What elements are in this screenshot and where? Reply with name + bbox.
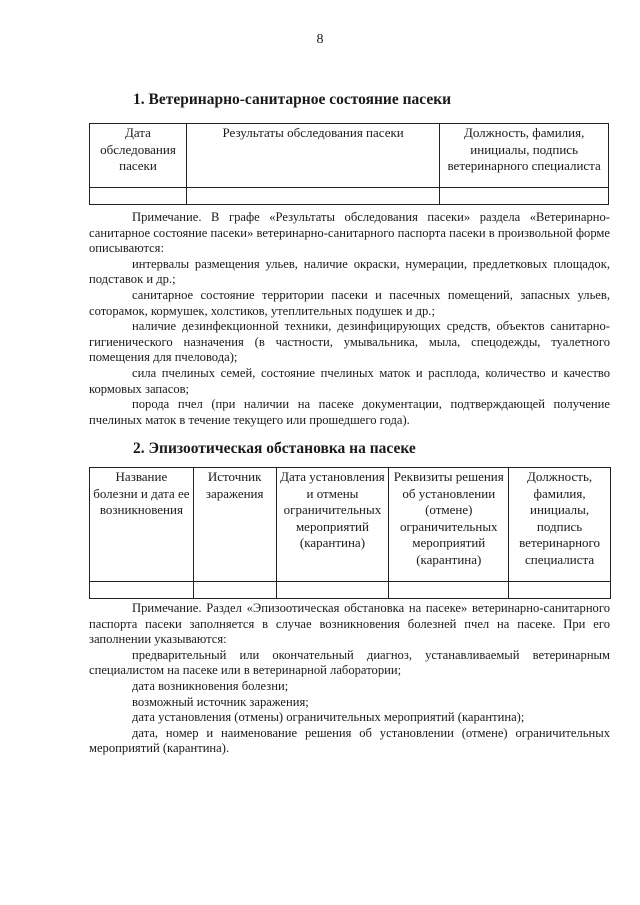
note-paragraph: сила пчелиных семей, состояние пчелиных маток и расплода, количество и качество кормовых запасов; [89,365,610,396]
note-paragraph: предварительный или окончательный диагноз, устанавливаемый ветеринарным специалистом на пасеке или в ветеринарной лаборатории; [89,647,610,678]
table-row [90,582,611,599]
table-header-row [90,468,611,582]
page-number: 8 [316,32,324,47]
note-paragraph: дата установления (отмены) ограничительных мероприятий (карантина); [132,710,525,725]
column-header-quarantine-dates: Дата установления и отмены ограничительных мероприятий (карантина) [276,468,389,582]
table-cell[interactable] [90,582,194,599]
section-2-title: 2. Эпизоотическая обстановка на пасеке [133,440,416,457]
section-1-note [89,210,610,428]
column-header-inspection-results: Результаты обследования пасеки [186,124,439,188]
note-paragraph: дата, номер и наименование решения об установлении (отмене) ограничительных мероприятий (карантина). [89,725,610,756]
note-paragraph: интервалы размещения ульев, наличие окраски, нумерации, предлетковых площадок, подставок и др.; [89,256,610,287]
table-cell[interactable] [440,188,609,205]
table-cell[interactable] [276,582,389,599]
table-cell[interactable] [90,188,187,205]
section-2-note [89,601,610,757]
section-1-title: 1. Ветеринарно-санитарное состояние пасеки [133,91,452,108]
epizootic-situation-table [89,467,611,599]
column-header-inspection-date: Дата обследования пасеки [90,124,187,188]
note-paragraph: Примечание. Раздел «Эпизоотическая обстановка на пасеке» ветеринарно-санитарного паспорта пасеки заполняется в случае возникновения болезней пчел на пасеке. При его заполнении указываются: [89,601,610,647]
table-header-row [90,124,609,188]
column-header-vet-specialist: Должность, фамилия, инициалы, подпись ветеринарного специалиста [509,468,611,582]
table-row [90,188,609,205]
note-paragraph: санитарное состояние территории пасеки и пасечных помещений, запасных ульев, соторамок, кормушек, холстиков, утеплительных подушек и др.; [89,287,610,318]
table-cell[interactable] [509,582,611,599]
note-paragraph: дата возникновения болезни; [132,678,289,693]
column-header-disease-name-date: Название болезни и дата ее возникновения [90,468,194,582]
note-paragraph: порода пчел (при наличии на пасеке документации, подтверждающей получение пчелиных маток в течение текущего или прошедшего года). [89,397,610,427]
table-cell[interactable] [193,582,276,599]
column-header-infection-source: Источник заражения [193,468,276,582]
column-header-vet-specialist: Должность, фамилия, инициалы, подпись ветеринарного специалиста [440,124,609,188]
sanitary-state-table [89,123,609,205]
note-paragraph: возможный источник заражения; [132,694,309,709]
note-paragraph: Примечание. В графе «Результаты обследования пасеки» раздела «Ветеринарно-санитарное состояние пасеки» ветеринарно-санитарного паспорта пасеки в произвольной форме описываются: [89,210,610,256]
table-cell[interactable] [186,188,439,205]
table-cell[interactable] [389,582,509,599]
note-paragraph: наличие дезинфекционной техники, дезинфицирующих средств, объектов санитарно-гигиенического назначения (в частности, умывальника, мыла, спецодежды, туалетного помещения для пчеловода); [89,319,610,365]
column-header-decision-details: Реквизиты решения об установлении (отмене) ограничительных мероприятий (карантина) [389,468,509,582]
